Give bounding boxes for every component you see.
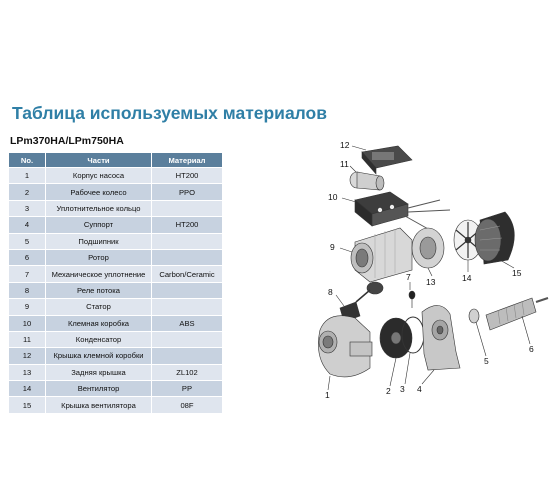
cell-part: Механическое уплотнение — [46, 266, 152, 282]
callout-11: 11 — [340, 159, 349, 169]
cell-part: Крышка вентилятора — [46, 397, 152, 413]
callout-6: 6 — [529, 344, 534, 354]
callout-2: 2 — [386, 386, 391, 396]
cell-material: ABS — [152, 315, 223, 331]
callout-12: 12 — [340, 140, 350, 150]
cell-material: HT200 — [152, 217, 223, 233]
cell-material — [152, 200, 223, 216]
capacitor — [350, 172, 384, 190]
callout-13: 13 — [426, 277, 436, 287]
materials-table — [8, 152, 223, 414]
cell-material — [152, 348, 223, 364]
cell-no: 3 — [9, 200, 46, 216]
model-label: LPm370HA/LPm750HA — [10, 135, 124, 147]
page-title: Таблица используемых материалов — [12, 103, 328, 123]
table-row — [9, 315, 223, 331]
cell-part: Подшипник — [46, 233, 152, 249]
cell-part: Конденсатор — [46, 331, 152, 347]
table-row — [9, 299, 223, 315]
header-no: No. — [9, 153, 46, 168]
cell-material — [152, 299, 223, 315]
cell-no: 4 — [9, 217, 46, 233]
cell-material: PPO — [152, 184, 223, 200]
cell-material — [152, 233, 223, 249]
cell-no: 10 — [9, 315, 46, 331]
rear-cover — [412, 228, 444, 268]
stator — [351, 228, 412, 282]
table-row — [9, 200, 223, 216]
table-row — [9, 397, 223, 413]
cell-no: 5 — [9, 233, 46, 249]
callout-4: 4 — [417, 384, 422, 394]
cell-material: HT200 — [152, 168, 223, 184]
table-row — [9, 381, 223, 397]
table-row — [9, 233, 223, 249]
terminal-box-cover — [362, 146, 412, 174]
callout-7: 7 — [406, 272, 411, 282]
cell-part: Корпус насоса — [46, 168, 152, 184]
table-row — [9, 282, 223, 298]
cell-material: ZL102 — [152, 364, 223, 380]
cell-part: Реле потока — [46, 282, 152, 298]
table-row — [9, 249, 223, 265]
cell-part: Ротор — [46, 249, 152, 265]
cell-no: 9 — [9, 299, 46, 315]
cell-no: 14 — [9, 381, 46, 397]
cell-no: 7 — [9, 266, 46, 282]
cell-part: Статор — [46, 299, 152, 315]
callout-9: 9 — [330, 242, 335, 252]
cell-material: PP — [152, 381, 223, 397]
cell-material — [152, 249, 223, 265]
cell-no: 15 — [9, 397, 46, 413]
cell-material: Carbon/Ceramic — [152, 266, 223, 282]
cell-material: 08F — [152, 397, 223, 413]
table-row — [9, 364, 223, 380]
terminal-box — [355, 192, 450, 230]
table-row — [9, 266, 223, 282]
cell-part: Уплотнительное кольцо — [46, 200, 152, 216]
cell-no: 13 — [9, 364, 46, 380]
callout-5: 5 — [484, 356, 489, 366]
cell-part: Суппорт — [46, 217, 152, 233]
support-bracket — [422, 305, 460, 370]
impeller — [380, 318, 412, 358]
bearing — [469, 309, 479, 323]
header-material: Материал — [152, 153, 223, 168]
cell-part: Задняя крышка — [46, 364, 152, 380]
cell-no: 6 — [9, 249, 46, 265]
exploded-pump-diagram — [300, 130, 550, 410]
table-header-row — [9, 153, 223, 168]
table-row — [9, 184, 223, 200]
cell-material — [152, 282, 223, 298]
cell-no: 12 — [9, 348, 46, 364]
cell-no: 2 — [9, 184, 46, 200]
cell-no: 8 — [9, 282, 46, 298]
callout-3: 3 — [400, 384, 405, 394]
callout-14: 14 — [462, 273, 472, 283]
callout-15: 15 — [512, 268, 522, 278]
callout-1: 1 — [325, 390, 330, 400]
table-row — [9, 348, 223, 364]
cell-part: Клемная коробка — [46, 315, 152, 331]
cell-no: 11 — [9, 331, 46, 347]
table-row — [9, 217, 223, 233]
callout-10: 10 — [328, 192, 338, 202]
pump-body — [318, 316, 372, 377]
mechanical-seal — [409, 291, 415, 308]
table-row — [9, 168, 223, 184]
cell-material — [152, 331, 223, 347]
fan-cover — [475, 212, 514, 264]
rotor — [486, 298, 548, 330]
cell-part: Рабочее колесо — [46, 184, 152, 200]
cell-part: Крышка клемной коробки — [46, 348, 152, 364]
callout-8: 8 — [328, 287, 333, 297]
cell-part: Вентилятор — [46, 381, 152, 397]
table-row — [9, 331, 223, 347]
header-part: Части — [46, 153, 152, 168]
cell-no: 1 — [9, 168, 46, 184]
